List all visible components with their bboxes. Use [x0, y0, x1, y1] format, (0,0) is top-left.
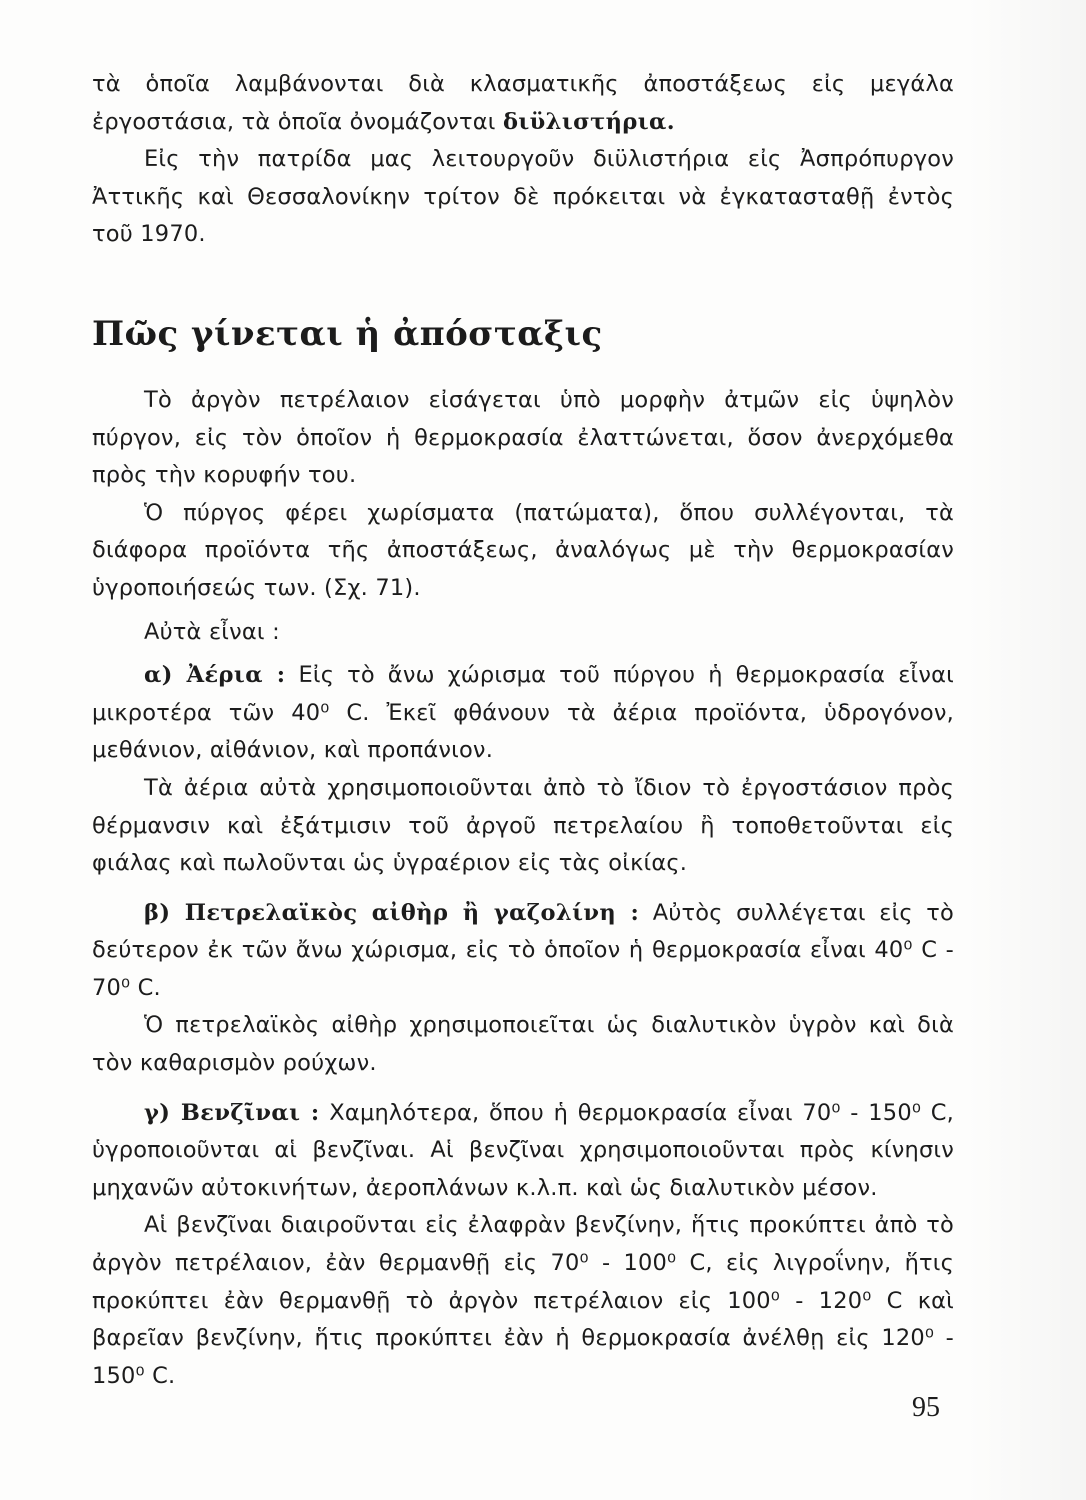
paragraph-intro: [92, 66, 954, 141]
paragraph-compartments: Ὁ πύργος φέρει χωρίσματα (πατώματα), ὅπου συλλέγονται, τὰ διάφορα προϊόντα τῆς ἀποστάξεως, ἀναλόγως μὲ τὴν θερμοκρασίαν ὑγροποιήσεώς των. (Σχ. 71).: [92, 499, 954, 601]
alpha-label: α) Ἀέρια :: [144, 662, 286, 689]
alpha-text: Εἰς τὸ ἄνω χώρισμα τοῦ πύργου ἡ θερμοκρασία εἶναι μικροτέρα τῶν 40⁰ C. Ἐκεῖ φθάνουν τὰ ἀέρια προϊόντα, ὑδρογόνον, μεθάνιον, αἰθάνιον, καὶ προπάνιον.: [92, 662, 954, 764]
section-heading: Πῶς γίνεται ἡ ἀπόσταξις: [92, 313, 603, 354]
paragraph-alpha: [92, 657, 954, 770]
paragraph-refineries: Εἰς τὴν πατρίδα μας λειτουργοῦν διϋλιστήρια εἰς Ἀσπρόπυργον Ἀττικῆς καὶ Θεσσαλονίκην τρίτον δὲ πρόκειται νὰ ἐγκατασταθῇ ἐντὸς τοῦ 1970.: [92, 146, 954, 248]
beta-text: Αὐτὸς συλλέγεται εἰς τὸ δεύτερον ἐκ τῶν ἄνω χώρισμα, εἰς τὸ ὁποῖον ἡ θερμοκρασία εἶναι 40⁰ C - 70⁰ C.: [92, 899, 954, 1001]
gamma-label: γ) Βενζῖναι :: [144, 1099, 320, 1126]
paragraph-tower: Τὸ ἀργὸν πετρέλαιον εἰσάγεται ὑπὸ μορφὴν ἀτμῶν εἰς ὑψηλὸν πύργον, εἰς τὸν ὁποῖον ἡ θερμοκρασία ἐλαττώνεται, ὅσον ἀνερχόμεθα πρὸς τὴν κορυφήν του.: [92, 386, 954, 489]
paragraph-gamma: [92, 1095, 954, 1208]
page-number: 95: [912, 1392, 940, 1423]
beta-label: β) Πετρελαϊκὸς αἰθὴρ ἢ γαζολίνη :: [144, 899, 640, 926]
paragraph-beta: [92, 895, 954, 1008]
paragraph-these-are: Αὐτὰ εἶναι :: [144, 618, 280, 645]
page-text-block: [92, 66, 954, 1395]
paragraph-alpha-use: Τὰ ἀέρια αὐτὰ χρησιμοποιοῦνται ἀπὸ τὸ ἴδιον τὸ ἐργοστάσιον πρὸς θέρμανσιν καὶ ἐξάτμισιν τοῦ ἀργοῦ πετρελαίου ἢ τοποθετοῦνται εἰς φιάλας καὶ πωλοῦνται ὡς ὑγραέριον εἰς τὰς οἰκίας.: [92, 774, 954, 877]
intro-text: τὰ ὁποῖα λαμβάνονται διὰ κλασματικῆς ἀποστάξεως εἰς μεγάλα ἐργοστάσια, τὰ ὁποῖα ὀνομάζονται: [92, 71, 954, 135]
paragraph-gamma-types: Αἱ βενζῖναι διαιροῦνται εἰς ἐλαφρὰν βενζίνην, ἥτις προκύπτει ἀπὸ τὸ ἀργὸν πετρέλαιον, ἐὰν θερμανθῇ εἰς 70⁰ - 100⁰ C, εἰς λιγροΐνην, ἥτις προκύπτει ἐὰν θερμανθῇ τὸ ἀργὸν πετρέλαιον εἰς 100⁰ - 120⁰ C καὶ βαρεῖαν βενζίνην, ἥτις προκύπτει ἐὰν ἡ θερμοκρασία ἀνέλθῃ εἰς 120⁰ - 150⁰ C.: [92, 1212, 954, 1389]
page-edge-shadow: [966, 0, 1086, 1500]
gamma-text: Χαμηλότερα, ὅπου ἡ θερμοκρασία εἶναι 70⁰ - 150⁰ C, ὑγροποιοῦνται αἱ βενζῖναι. Αἱ βενζῖναι χρησιμοποιοῦνται πρὸς κίνησιν μηχανῶν αὐτοκινήτων, ἀεροπλάνων κ.λ.π. καὶ ὡς διαλυτικὸν μέσον.: [92, 1099, 954, 1201]
intro-term-refineries: διϋλιστήρια.: [502, 108, 676, 135]
paragraph-beta-use: Ὁ πετρελαϊκὸς αἰθὴρ χρησιμοποιεῖται ὡς διαλυτικὸν ὑγρὸν καὶ διὰ τὸν καθαρισμὸν ρούχων.: [92, 1012, 954, 1077]
